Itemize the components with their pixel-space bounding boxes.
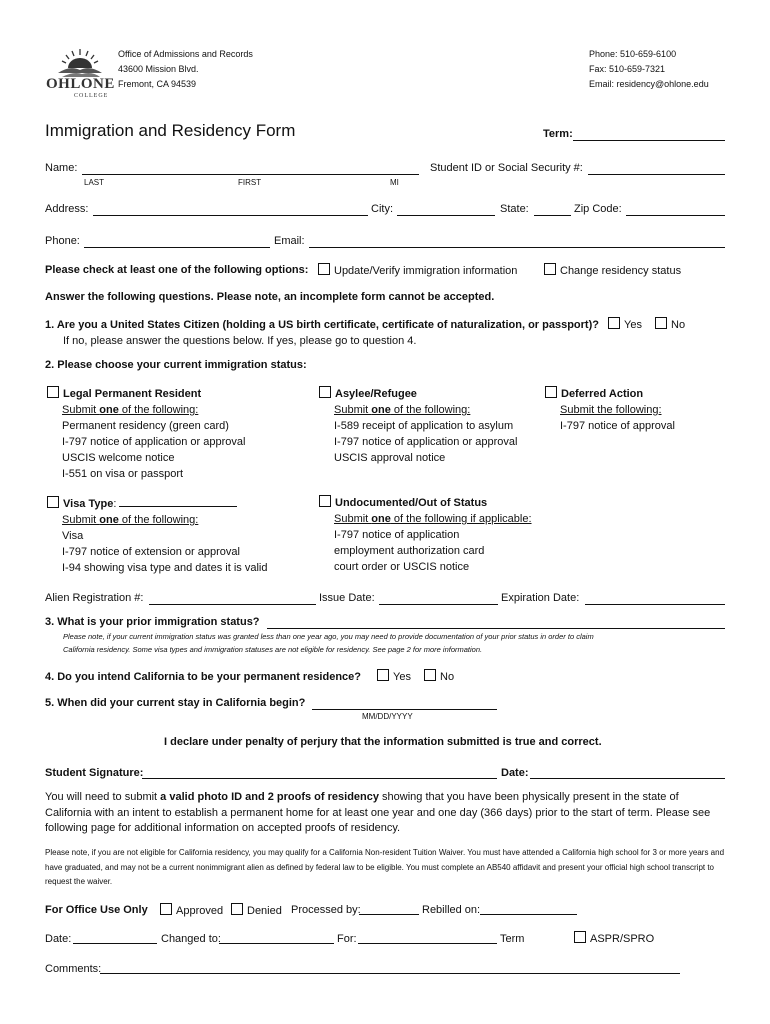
q5-sublabel: MM/DD/YYYY [362,712,413,721]
yes-label: Yes [393,671,411,683]
q1-text: 1. Are you a United States Citizen (holding a US birth certificate, certificate of naturalization, or passport)? [45,319,599,331]
proof-bold: a valid photo ID and 2 proofs of residency [160,791,379,803]
term-field[interactable] [573,140,725,141]
name-field[interactable] [82,174,419,175]
doc-item: I-589 receipt of application to asylum [334,420,514,432]
address-field[interactable] [93,215,368,216]
checkbox[interactable] [47,496,59,508]
status-deferred [545,386,675,434]
yes-label: Yes [624,319,642,331]
option-label: Change residency status [560,265,682,277]
doc-item: I-797 notice of application or approval [62,436,246,448]
office-date-label: Date: [45,933,72,945]
submit-text: of the following: [118,404,199,416]
expiration-field[interactable] [585,604,725,605]
rebilled-label: Rebilled on: [422,904,481,916]
doc-item: I-797 notice of approval [560,420,675,432]
checkbox[interactable] [319,495,331,507]
checkbox[interactable] [231,903,243,915]
q1-no[interactable] [655,317,685,331]
sun-hills-icon [44,46,116,80]
q5-text: 5. When did your current stay in California begin? [45,697,306,709]
for-label: For: [337,933,357,945]
no-label: No [440,671,455,683]
doc-item: I-94 showing visa type and dates it is valid [62,562,268,574]
issue-label: Issue Date: [319,592,375,604]
signature-label: Student Signature: [45,767,144,779]
checkbox[interactable] [377,669,389,681]
doc-item: I-797 notice of application or approval [334,436,518,448]
logo-subtext: COLLEGE [74,93,109,99]
status-undocumented [319,495,532,575]
office-address [118,47,253,92]
changed-label: Changed to: [161,933,221,945]
doc-item: I-551 on visa or passport [62,468,184,480]
approved-label: Approved [176,905,224,917]
status-lpr [47,386,245,482]
state-field[interactable] [534,215,571,216]
contact-line: Phone: 510-659-6100 [589,49,677,59]
q1-note: If no, please answer the questions below. If yes, please go to question 4. [63,335,417,347]
submit-text: of the following: [118,514,199,526]
q3-field[interactable] [267,628,725,629]
changed-field[interactable] [219,943,334,944]
answer-note: Answer the following questions. Please note, an incomplete form cannot be accepted. [45,291,495,303]
zip-label: Zip Code: [574,203,622,215]
doc-item: employment authorization card [334,545,485,557]
aspr-option[interactable] [574,931,654,945]
declaration: I declare under penalty of perjury that the information submitted is true and correct. [164,736,602,748]
for-field[interactable] [358,943,497,944]
office-line: Office of Admissions and Records [118,49,253,59]
office-line: Fremont, CA 94539 [118,79,197,89]
status-title: Legal Permanent Resident [63,388,202,400]
denied-option[interactable] [231,903,282,917]
state-label: State: [500,203,529,215]
expiration-label: Expiration Date: [501,592,580,604]
q3-note: Please note, if your current immigration status was granted less than one year ago, you may need to provide documentation of your prior status in order to claim [63,632,594,641]
submit-text: Submit [334,513,372,525]
q3-note: California residency. Some visa types and immigration statuses are not eligible for residency. See page 2 for more information. [63,645,483,654]
doc-item: court order or USCIS notice [334,561,470,573]
submit-text: Submit [62,404,100,416]
visa-type-field[interactable] [119,495,237,507]
alien-field[interactable] [149,604,316,605]
proof-text: showing that you have been physically present in the state of California with an intent to establish a permanent home for at least one year and one day (366 days) prior to the start of term. Please see following page for additional information on accepted proofs of residency. [45,791,711,834]
checkbox[interactable] [424,669,436,681]
comments-field[interactable] [100,973,680,974]
options-prompt: Please check at least one of the following options: [45,264,309,276]
date-label: Date: [501,767,529,779]
q1-yes[interactable] [608,317,642,331]
q2-text: 2. Please choose your current immigration status: [45,359,307,371]
comments-label: Comments: [45,963,102,975]
waiver-note: Please note, if you are not eligible for California residency, you may qualify for a California Non-resident Tuition Waiver. You must have attended a California high school for 3 or more years and have graduated, and may not be a current nonimmigrant alien as defined by federal law to be eligible. You must complete an AB540 affidavit and present your official high school transcript to request the waiver. [45,848,725,886]
phone-field[interactable] [84,247,270,248]
submit-one: one [99,514,119,526]
proof-text: You will need to submit [45,791,161,803]
status-asylee [319,386,517,466]
student-id-field[interactable] [588,174,725,175]
colon: : [113,498,117,510]
first-sublabel: FIRST [238,178,262,187]
status-visa [47,495,267,576]
term-text: Term [500,933,525,945]
option-change[interactable] [544,263,681,277]
status-title: Undocumented/Out of Status [335,497,488,509]
alien-label: Alien Registration #: [45,592,144,604]
processed-label: Processed by: [291,904,361,916]
logo-text: OHLONE [46,76,115,92]
email-label: Email: [274,235,305,247]
q4-yes[interactable] [377,669,411,683]
denied-label: Denied [247,905,282,917]
status-title: Asylee/Refugee [335,388,417,400]
mi-sublabel: MI [390,178,399,187]
doc-item: USCIS welcome notice [62,452,175,464]
rebilled-field[interactable] [480,914,577,915]
processed-field[interactable] [359,914,419,915]
q5-field[interactable] [312,709,497,710]
doc-item: Visa [62,530,84,542]
checkbox[interactable] [544,263,556,275]
submit-one: one [371,404,391,416]
submit-text: Submit [62,514,100,526]
submit-one: one [371,513,391,525]
doc-item: USCIS approval notice [334,452,446,464]
aspr-label: ASPR/SPRO [590,933,655,945]
date-field[interactable] [530,778,725,779]
option-label: Update/Verify immigration information [334,265,518,277]
status-title: Visa Type [63,498,114,510]
name-label: Name: [45,162,78,174]
email-field[interactable] [309,247,725,248]
submit-text: Submit the following: [560,404,662,416]
form-title: Immigration and Residency Form [45,121,296,140]
contact-info [589,47,709,92]
checkbox[interactable] [545,386,557,398]
city-field[interactable] [397,215,495,216]
checkbox[interactable] [47,386,59,398]
signature-field[interactable] [142,778,497,779]
submit-one: one [99,404,119,416]
approved-option[interactable] [160,903,223,917]
checkbox[interactable] [655,317,667,329]
doc-item: I-797 notice of application [334,529,460,541]
status-title: Deferred Action [561,388,644,400]
submit-text: Submit [334,404,372,416]
address-label: Address: [45,203,89,215]
contact-line: Fax: 510-659-7321 [589,64,666,74]
doc-item: I-797 notice of extension or approval [62,546,240,558]
q4-text: 4. Do you intend California to be your permanent residence? [45,671,361,683]
q4-no[interactable] [424,669,454,683]
college-logo [44,46,116,100]
checkbox[interactable] [160,903,172,915]
phone-label: Phone: [45,235,80,247]
q3-text: 3. What is your prior immigration status? [45,616,260,628]
zip-field[interactable] [626,215,725,216]
no-label: No [671,319,686,331]
office-title: For Office Use Only [45,904,148,916]
office-date-field[interactable] [73,943,157,944]
checkbox[interactable] [574,931,586,943]
last-sublabel: LAST [84,178,105,187]
office-line: 43600 Mission Blvd. [118,64,199,74]
contact-line: Email: residency@ohlone.edu [589,79,709,89]
student-id-label: Student ID or Social Security #: [430,162,583,174]
option-update[interactable] [318,263,517,277]
doc-item: Permanent residency (green card) [62,420,229,432]
checkbox[interactable] [319,386,331,398]
city-label: City: [371,203,393,215]
checkbox[interactable] [318,263,330,275]
term-label: Term: [543,128,573,140]
checkbox[interactable] [608,317,620,329]
issue-field[interactable] [379,604,498,605]
submit-text: of the following: [390,404,471,416]
submit-text: of the following if applicable: [390,513,532,525]
proof-paragraph [45,790,725,837]
